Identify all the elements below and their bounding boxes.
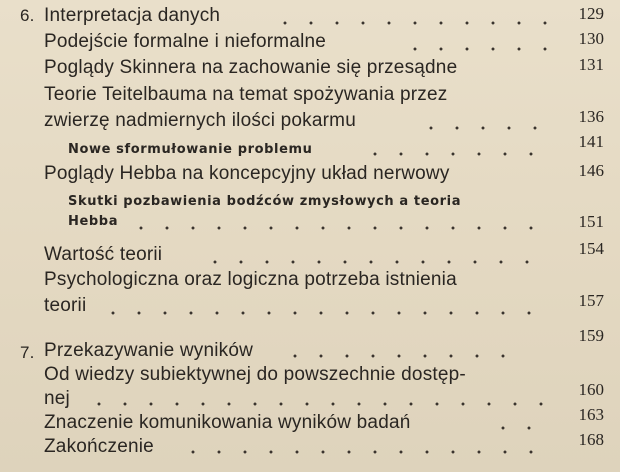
toc-entry-wiedza-line2: nej <box>44 388 70 409</box>
chapter-6-title: Interpretacja danych <box>44 5 221 26</box>
toc-page-154: 154 <box>578 239 604 258</box>
leader-dots <box>100 311 548 315</box>
toc-page-151: 151 <box>578 212 604 231</box>
toc-entry-teitelbaum-line1: Teorie Teitelbauma na temat spożywania przez <box>44 84 448 105</box>
toc-subentry-nowe-sformulowanie: Nowe sformułowanie problemu <box>68 142 313 157</box>
chapter-6-page: 129 <box>578 4 604 23</box>
leader-dots <box>282 354 522 358</box>
leader-dots <box>128 226 548 230</box>
toc-subentry-skutki-line2: Hebba <box>68 214 119 229</box>
toc-page-131: 131 <box>578 55 604 74</box>
toc-entry-znaczenie: Znaczenie komunikowania wyników badań <box>44 412 411 433</box>
toc-entry-wiedza-line1: Od wiedzy subiektywnej do powszechnie dostęp- <box>44 364 466 385</box>
toc-page-141: 141 <box>578 132 604 151</box>
leader-dots <box>272 21 548 25</box>
toc-page-160: 160 <box>578 380 604 399</box>
toc-page-157: 157 <box>578 291 604 310</box>
toc-entry-potrzeba-line2: teorii <box>44 295 87 316</box>
chapter-6-number: 6. <box>20 6 35 25</box>
toc-entry-hebb: Poglądy Hebba na koncepcyjny układ nerwowy <box>44 163 450 184</box>
leader-dots <box>86 402 548 406</box>
leader-dots <box>362 152 548 156</box>
toc-page-136: 136 <box>578 107 604 126</box>
toc-entry-formalne: Podejście formalne i nieformalne <box>44 31 327 52</box>
leader-dots <box>202 260 548 264</box>
toc-entry-zakonczenie: Zakończenie <box>44 436 154 457</box>
toc-entry-teitelbaum-line2: zwierzę nadmiernych ilości pokarmu <box>44 110 356 131</box>
chapter-7-title: Przekazywanie wyników <box>44 340 254 361</box>
leader-dots <box>180 450 548 454</box>
toc-entry-potrzeba-line1: Psychologiczna oraz logiczna potrzeba istnienia <box>44 269 457 290</box>
toc-entry-skinner: Poglądy Skinnera na zachowanie się przesądne <box>44 57 458 78</box>
leader-dots <box>490 426 548 430</box>
leader-dots <box>402 47 548 51</box>
toc-page-168: 168 <box>578 430 604 449</box>
leader-dots <box>418 126 548 130</box>
toc-page-146: 146 <box>578 161 604 180</box>
chapter-7-number: 7. <box>20 343 35 362</box>
toc-page-163: 163 <box>578 405 604 424</box>
toc-entry-wartosc: Wartość teorii <box>44 244 163 265</box>
toc-page-130: 130 <box>578 29 604 48</box>
chapter-7-page: 159 <box>578 326 604 345</box>
toc-subentry-skutki-line1: Skutki pozbawienia bodźców zmysłowych a teoria <box>68 194 462 209</box>
